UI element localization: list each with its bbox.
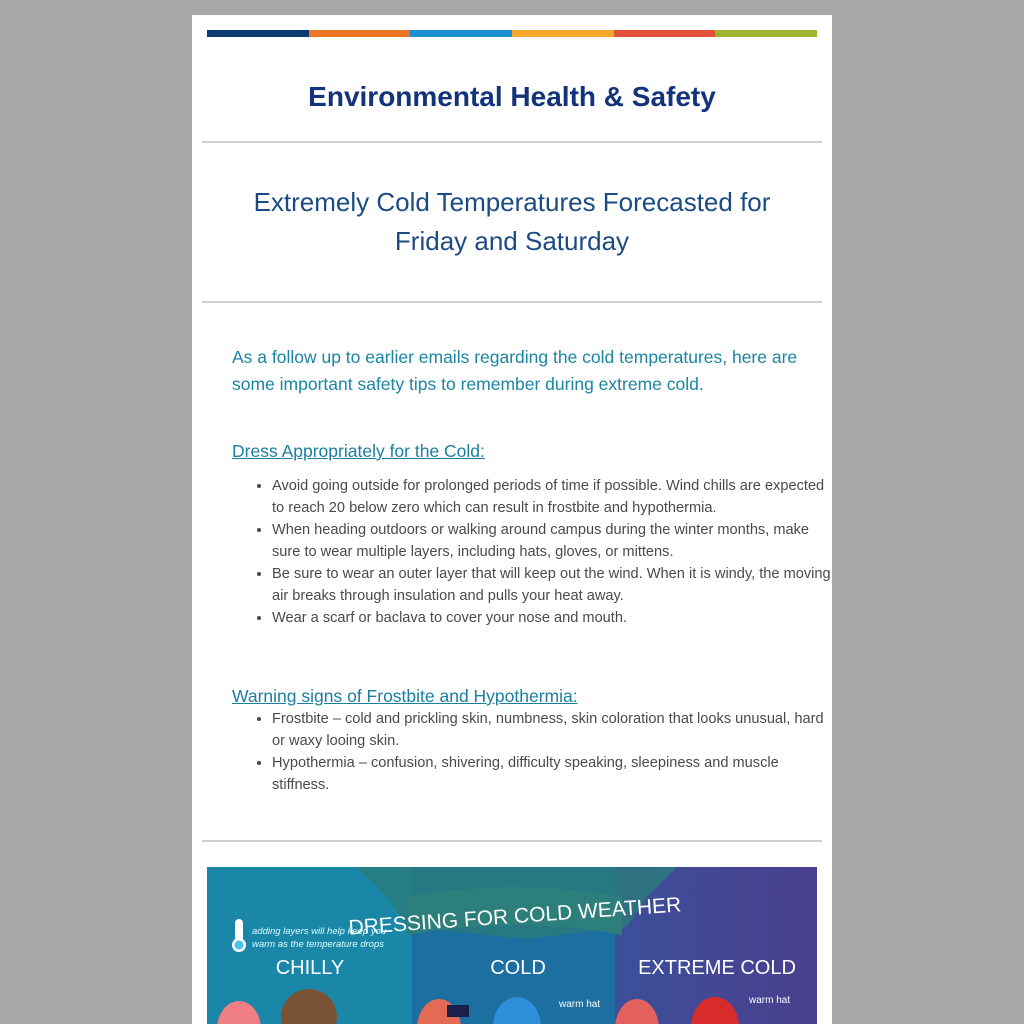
intro-text: As a follow up to earlier emails regarding the cold temperatures, here are some important safety tips to remember during extreme cold. (232, 347, 798, 394)
warm-hat-label: warm hat (559, 999, 601, 1010)
color-segment (309, 30, 411, 37)
divider (202, 141, 822, 143)
note-line1: adding layers will help keep you (252, 926, 387, 937)
section-heading-warning[interactable]: Warning signs of Frostbite and Hypothermia: (232, 686, 578, 706)
color-segment (715, 30, 817, 37)
list-item: • Wear a scarf or baclava to cover your nose and mouth. (272, 607, 832, 629)
dress-tips-list (232, 475, 832, 629)
banner-text: DRESSING FOR COLD WEATHER (347, 893, 683, 940)
color-bar (207, 30, 817, 37)
level-cold: COLD (490, 957, 546, 979)
note-line2: warm as the temperature drops (252, 939, 385, 950)
list-item: • Frostbite – cold and prickling skin, numbness, skin coloration that looks unusual, hard or waxy looing skin. (272, 708, 832, 752)
color-segment (512, 30, 614, 37)
headline: Extremely Cold Temperatures Forecasted for Friday and Saturday (253, 187, 771, 256)
warning-signs-list (232, 708, 832, 796)
page-title: Environmental Health & Safety (308, 81, 716, 112)
list-item: • Be sure to wear an outer layer that will keep out the wind. When it is windy, the moving air breaks through insulation and pulls your heat away. (272, 563, 832, 607)
level-extreme-cold: EXTREME COLD (638, 957, 796, 979)
level-chilly: CHILLY (275, 957, 345, 979)
divider (202, 301, 822, 303)
list-item: • When heading outdoors or walking around campus during the winter months, make sure to wear multiple layers, including hats, gloves, or mittens. (272, 519, 832, 563)
section-heading-dress[interactable]: Dress Appropriately for the Cold: (232, 441, 485, 461)
divider (202, 840, 822, 842)
email-card (192, 15, 832, 1024)
list-item: • Avoid going outside for prolonged periods of time if possible. Wind chills are expected to reach 20 below zero which can result in frostbite and hypothermia. (272, 475, 832, 519)
color-segment (410, 30, 512, 37)
color-segment (614, 30, 716, 37)
color-segment (207, 30, 309, 37)
list-item: • Hypothermia – confusion, shivering, difficulty speaking, sleepiness and muscle stiffness. (272, 752, 832, 796)
warm-hat-label: warm hat (749, 995, 791, 1006)
cold-weather-infographic (207, 867, 817, 1024)
